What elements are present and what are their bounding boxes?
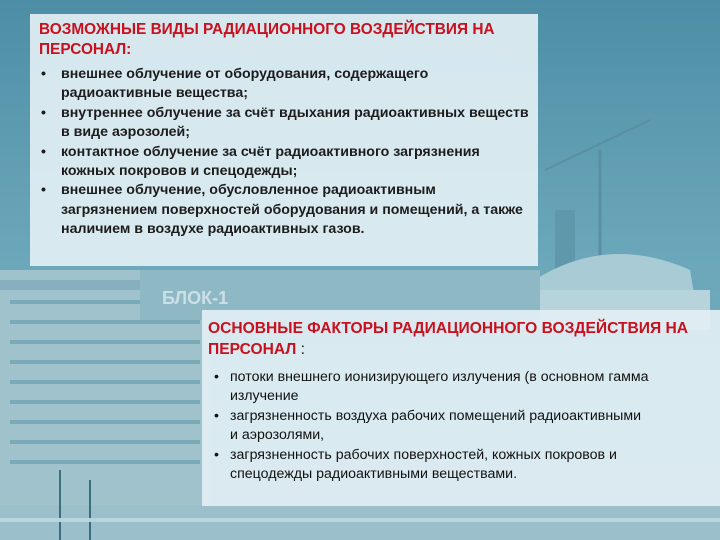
list-item: • внешнее облучение от оборудования, содержащего радиоактивные вещества;	[39, 65, 532, 104]
radiation-types-heading: ВОЗМОЖНЫЕ ВИДЫ РАДИАЦИОННОГО ВОЗДЕЙСТВИЯ НА ПЕРСОНАЛ:	[39, 21, 495, 58]
list-item-line: и аэрозолями,	[230, 427, 325, 444]
radiation-factors-panel	[202, 310, 720, 506]
heading-suffix: :	[296, 341, 305, 358]
radiation-factors-list	[208, 368, 720, 484]
list-item-line: излучение	[230, 388, 299, 405]
list-item	[208, 446, 720, 485]
radiation-types-panel	[30, 14, 538, 266]
list-item-line: загрязненность воздуха рабочих помещений радиоактивными	[230, 407, 642, 424]
list-item	[208, 407, 720, 446]
list-item-line: спецодежды радиоактивными веществами.	[230, 466, 518, 483]
list-item: • внешнее облучение, обусловленное радиоактивным загрязнением поверхностей оборудования и помещений, а также наличием в воздухе радиоактивных газов.	[39, 181, 532, 239]
heading-line-1: ОСНОВНЫЕ ФАКТОРЫ РАДИАЦИОННОГО ВОЗДЕЙСТВИЯ НА	[208, 320, 689, 337]
list-item	[208, 368, 720, 407]
list-item-line: потоки внешнего ионизирующего излучения (в основном гамма	[230, 369, 649, 385]
heading-line-2: ПЕРСОНАЛ	[208, 341, 297, 358]
list-item-line: загрязненность рабочих поверхностей, кожных покровов и	[230, 446, 617, 463]
building-label: БЛОК-1	[162, 288, 229, 308]
list-item: • контактное облучение за счёт радиоактивного загрязнения кожных покровов и спецодежды;	[39, 143, 532, 182]
radiation-factors-heading	[208, 318, 720, 360]
list-item: • внутреннее облучение за счёт вдыхания радиоактивных веществ в виде аэрозолей;	[39, 104, 532, 143]
radiation-types-list	[39, 65, 532, 240]
